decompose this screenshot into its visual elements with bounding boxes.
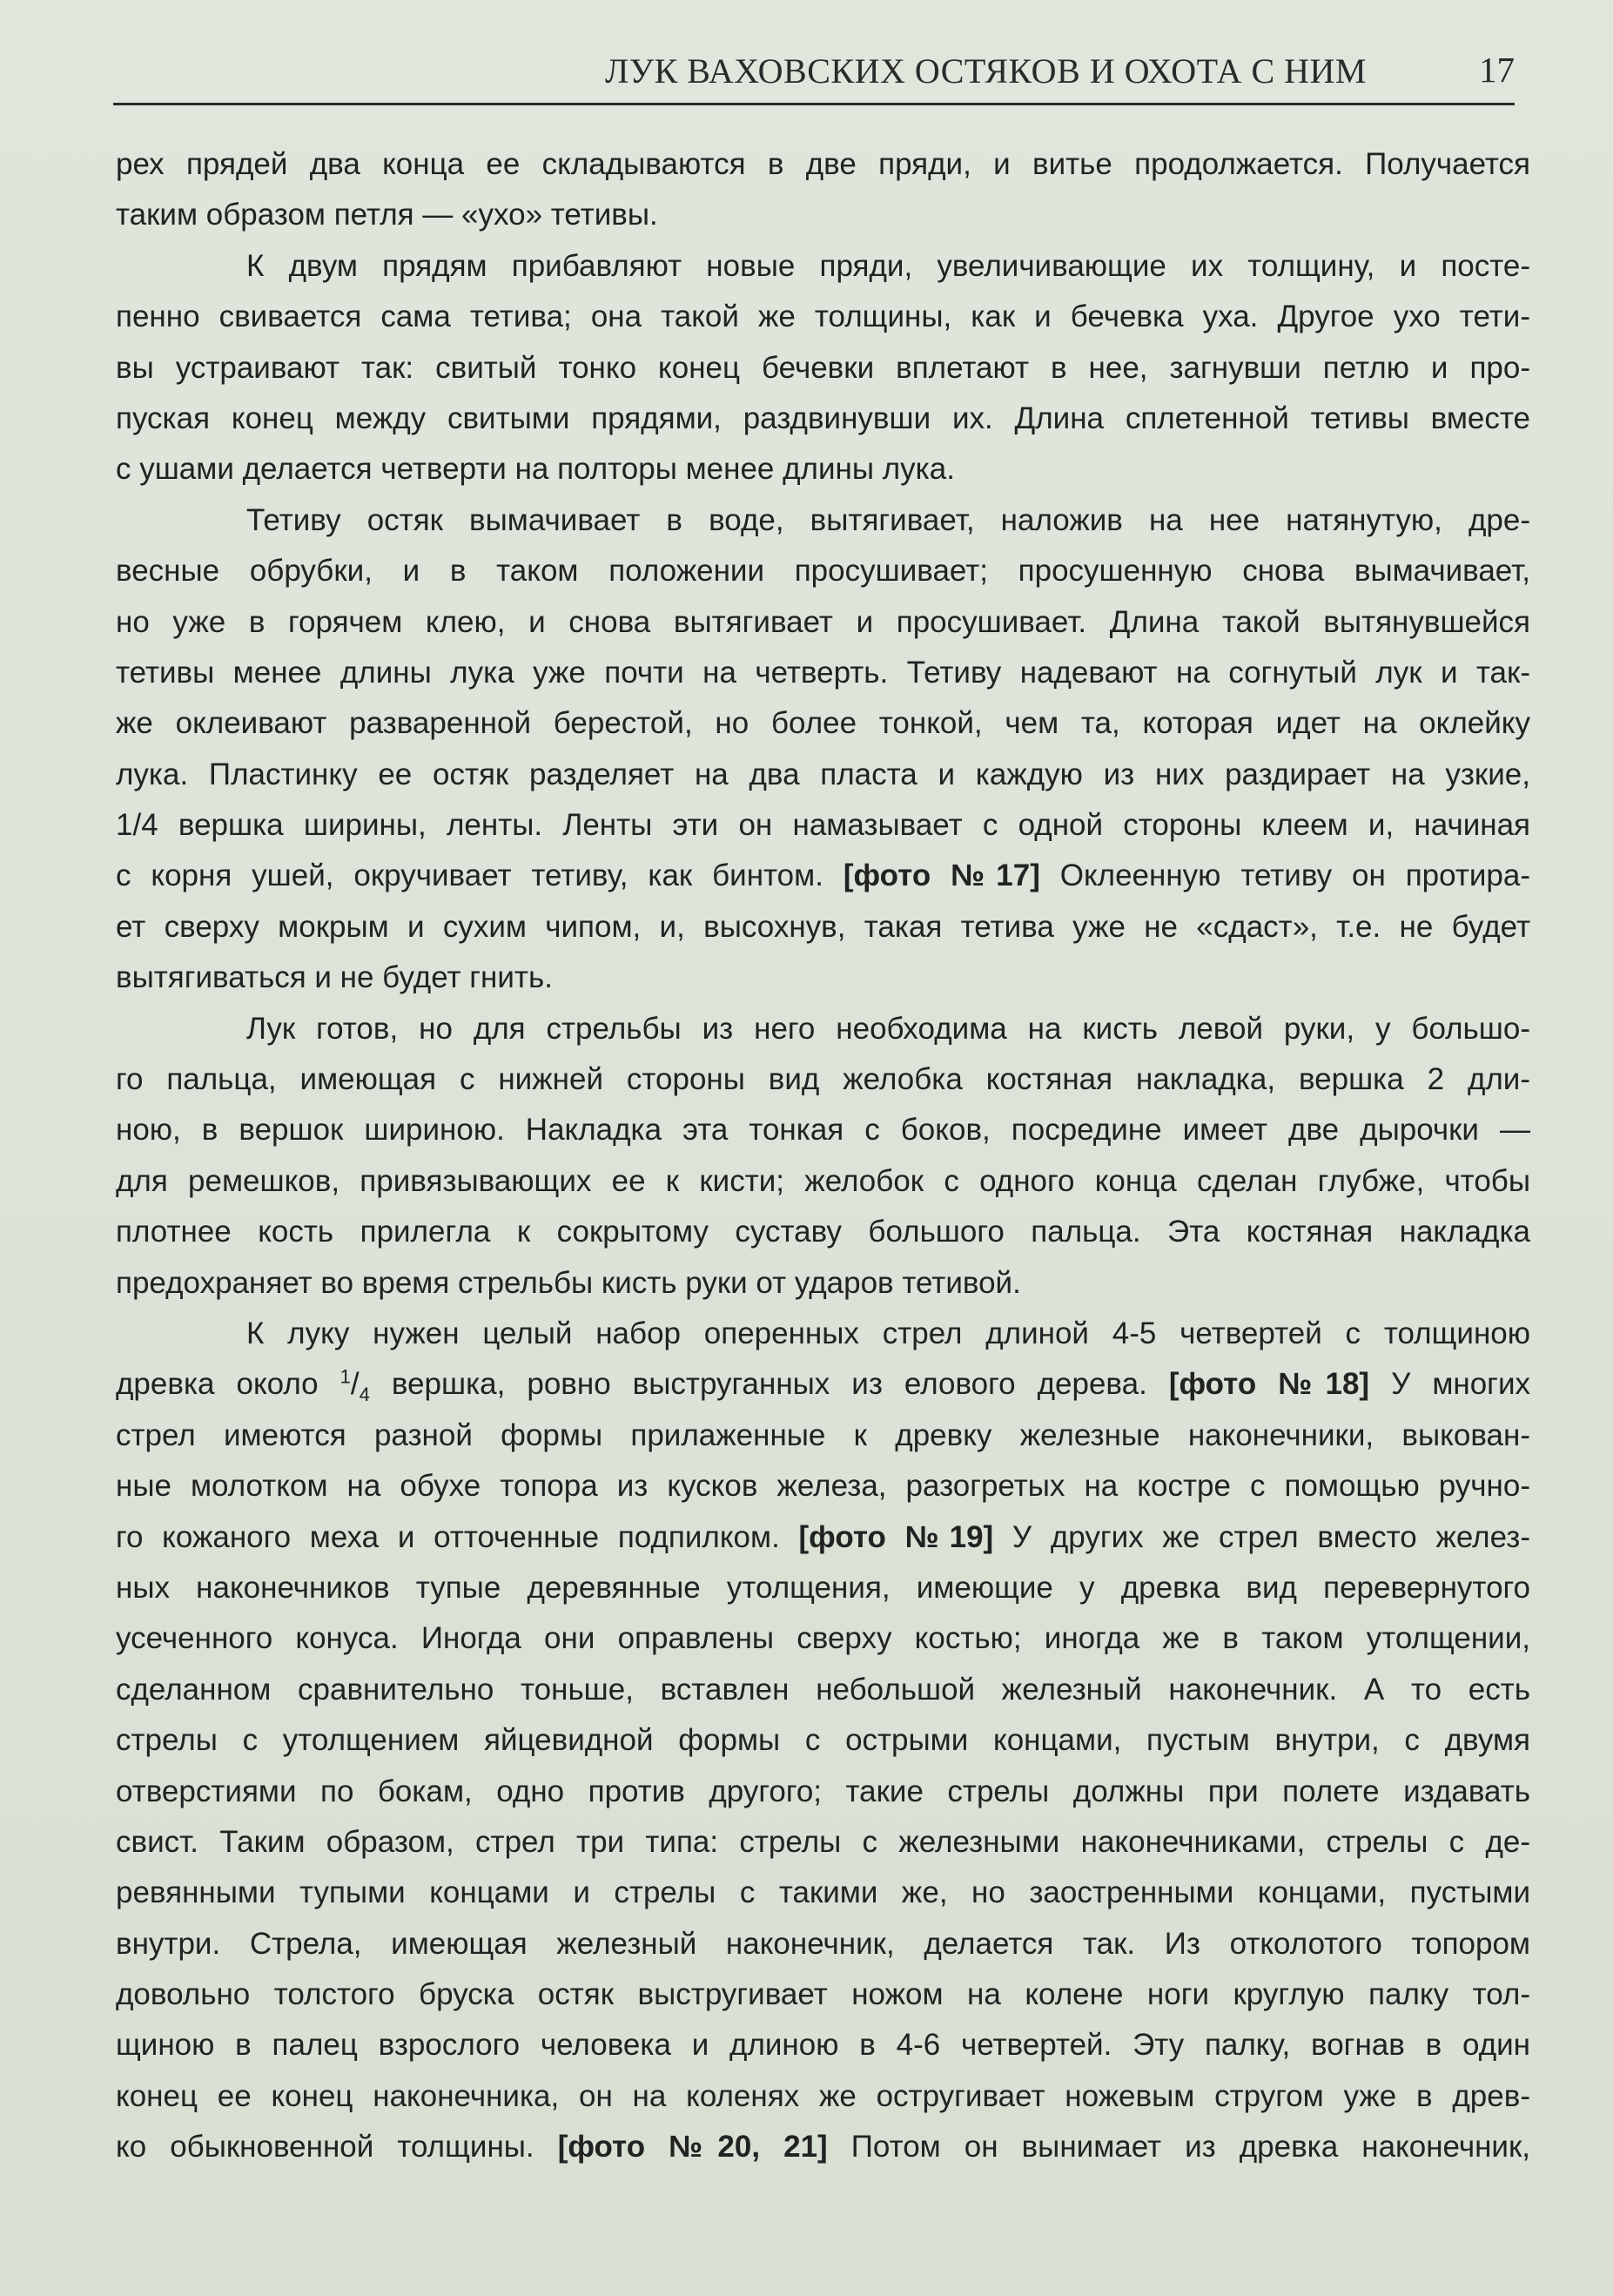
text-line: [116, 953, 1530, 1003]
text-run: ревянными тупыми концами и стрелы с такими же, но заостренными концами, пустыми: [116, 1875, 1530, 1910]
text-run: довольно толстого бруска остяк выстругивает ножом на колене ноги круглую палку тол-: [116, 1977, 1530, 2012]
text-run: К двум прядям прибавляют новые пряди, увеличивающие их толщину, и посте-: [246, 248, 1530, 283]
text-run: сделанном сравнительно тоньше, вставлен небольшой железный наконечник. А то есть: [116, 1672, 1530, 1707]
text-line: [116, 343, 1530, 394]
text-run: стрел имеются разной формы прилаженные к древку железные наконечники, выкован-: [116, 1417, 1530, 1452]
text-run: К луку нужен целый набор оперенных стрел длиной 4-5 четвертей с толщиною: [246, 1316, 1530, 1350]
text-line: [116, 1767, 1530, 1817]
text-line: [116, 800, 1530, 851]
text-line: [116, 1054, 1530, 1105]
text-run: с корня ушей, окручивает тетиву, как бинтом.: [116, 858, 843, 893]
text-line: [116, 698, 1530, 749]
text-run: лука. Пластинку ее остяк разделяет на два пласта и каждую из них раздирает на узкие,: [116, 757, 1530, 791]
text-run: весные обрубки, и в таком положении просушивает; просушенную снова вымачивает,: [116, 554, 1530, 589]
text-run: с ушами делается четверти на полторы менее длины лука.: [116, 452, 955, 487]
text-run: ных наконечников тупые деревянные утолщения, имеющие у древка вид перевернутого: [116, 1570, 1530, 1605]
text-run: вытягиваться и не будет гнить.: [116, 960, 553, 995]
text-run: Тетиву остяк вымачивает в воде, вытягивает, наложив на нее натянутую, дре-: [246, 502, 1530, 537]
text-run: 1/4 вершка ширины, ленты. Ленты эти он намазывает с одной стороны клеем и, начиная: [116, 808, 1530, 843]
text-line: [116, 1411, 1530, 1461]
text-line: [116, 648, 1530, 698]
text-run: щиною в палец взрослого человека и длиною в 4-6 четвертей. Эту палку, вогнав в один: [116, 2028, 1530, 2063]
text-line: [116, 2122, 1530, 2172]
text-line: [116, 1613, 1530, 1664]
text-line: [116, 139, 1530, 190]
photo-reference: [фото №17]: [843, 858, 1040, 893]
text-line: [116, 1817, 1530, 1868]
photo-reference: [фото №20, 21]: [557, 2130, 828, 2165]
page-number: 17: [1479, 50, 1515, 90]
text-line: [116, 1868, 1530, 1918]
text-line: [116, 1156, 1530, 1207]
text-line: [116, 495, 1530, 546]
text-line: [116, 2071, 1530, 2122]
text-line: [116, 1665, 1530, 1715]
body-text: [116, 139, 1530, 2173]
text-line: [116, 1258, 1530, 1309]
text-run: ет сверху мокрым и сухим чипом, и, высохнув, такая тетива уже не «сдаст», т.е. не будет: [116, 909, 1530, 944]
text-run: древка около: [116, 1367, 340, 1402]
text-run: стрелы с утолщением яйцевидной формы с острыми концами, пустым внутри, с двумя: [116, 1723, 1530, 1758]
running-head: [113, 45, 1515, 99]
text-run: свист. Таким образом, стрел три типа: стрелы с железными наконечниками, стрелы с де-: [116, 1824, 1530, 1859]
text-run: го кожаного меха и отточенные подпилком.: [116, 1519, 799, 1554]
text-run: таким образом петля — «ухо» тетивы.: [116, 198, 658, 232]
text-line: [116, 597, 1530, 648]
text-line: [116, 444, 1530, 495]
text-line: [116, 546, 1530, 596]
text-line: [116, 1919, 1530, 1969]
fraction: $^1/_4$: [339, 1365, 370, 1406]
text-run: вершка, ровно выструганных из елового дерева.: [369, 1367, 1169, 1402]
text-line: [116, 1004, 1530, 1054]
text-line: [116, 902, 1530, 953]
fraction-numerator: 1: [339, 1365, 351, 1388]
running-title: ЛУК ВАХОВСКИХ ОСТЯКОВ И ОХОТА С НИМ: [605, 51, 1367, 91]
fraction-denominator: 4: [359, 1384, 370, 1406]
text-run: для ремешков, привязывающих ее к кисти; желобок с одного конца сделан глубже, чтобы: [116, 1163, 1530, 1198]
text-run: пенно свивается сама тетива; она такой же толщины, как и бечевка уха. Другое ухо тети-: [116, 300, 1530, 334]
text-run: рех прядей два конца ее складываются в две пряди, и витье продолжается. Получается: [116, 147, 1530, 181]
text-run: Лук готов, но для стрельбы из него необходима на кисть левой руки, у большо-: [246, 1011, 1530, 1046]
text-line: [116, 1105, 1530, 1155]
text-line: [116, 851, 1530, 901]
text-run: Потом он вынимает из древка наконечник,: [827, 2130, 1530, 2165]
text-line: [116, 1207, 1530, 1257]
text-run: вы устраивают так: свитый тонко конец бечевки вплетают в нее, загнувши петлю и про-: [116, 350, 1530, 385]
text-run: же оклеивают разваренной берестой, но более тонкой, чем та, которая идет на оклейку: [116, 706, 1530, 741]
text-run: Оклеенную тетиву он протира-: [1039, 858, 1531, 893]
text-run: ные молотком на обухе топора из кусков железа, разогретых на костре с помощью ручно-: [116, 1469, 1530, 1504]
text-run: отверстиями по бокам, одно против другого; такие стрелы должны при полете издавать: [116, 1774, 1530, 1808]
photo-reference: [фото №19]: [798, 1519, 994, 1554]
text-run: го пальца, имеющая с нижней стороны вид желобка костяная накладка, вершка 2 дли-: [116, 1062, 1530, 1097]
text-line: [116, 190, 1530, 240]
text-line: [116, 241, 1530, 292]
text-line: [116, 1461, 1530, 1512]
text-line: [116, 394, 1530, 444]
text-line: [116, 2020, 1530, 2070]
text-run: У других же стрел вместо желез-: [993, 1519, 1530, 1554]
text-run: внутри. Стрела, имеющая железный наконечник, делается так. Из отколотого топором: [116, 1926, 1530, 1961]
text-line: [116, 1512, 1530, 1563]
header-rule: [113, 103, 1515, 105]
text-line: [116, 1969, 1530, 2020]
text-run: тетивы менее длины лука уже почти на четверть. Тетиву надевают на согнутый лук и так-: [116, 655, 1530, 690]
text-line: [116, 1715, 1530, 1766]
text-line: [116, 1563, 1530, 1613]
text-run: пуская конец между свитыми прядями, раздвинувши их. Длина сплетенной тетивы вместе: [116, 401, 1530, 435]
text-run: усеченного конуса. Иногда они оправлены сверху костью; иногда же в таком утолщении,: [116, 1621, 1530, 1656]
text-run: ко обыкновенной толщины.: [116, 2130, 558, 2165]
text-run: предохраняет во время стрельбы кисть руки от ударов тетивой.: [116, 1265, 1021, 1300]
text-line: [116, 292, 1530, 342]
text-line: [116, 750, 1530, 800]
text-run: но уже в горячем клею, и снова вытягивает и просушивает. Длина такой вытянувшейся: [116, 604, 1530, 639]
text-run: ною, в вершок шириною. Накладка эта тонкая с боков, посредине имеет две дырочки —: [116, 1113, 1530, 1148]
text-run: У многих: [1369, 1367, 1530, 1402]
text-run: плотнее кость прилегла к сокрытому суставу большого пальца. Эта костяная накладка: [116, 1215, 1530, 1249]
photo-reference: [фото №18]: [1168, 1367, 1370, 1402]
text-line: [116, 1309, 1530, 1359]
text-line: [116, 1359, 1530, 1410]
text-run: конец ее конец наконечника, он на коленях же остругивает ножевым стругом уже в древ-: [116, 2078, 1530, 2113]
